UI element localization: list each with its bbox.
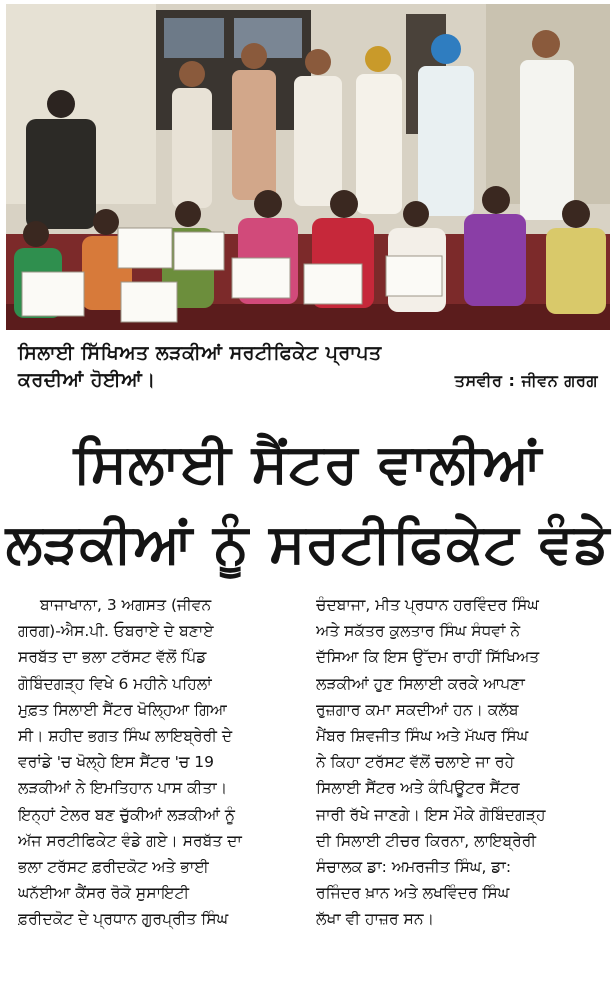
- article-text-line: ਸੰਚਾਲਕ ਡਾ: ਅਮਰਜੀਤ ਸਿੰਘ, ਡਾ:: [316, 858, 512, 877]
- article-text-line: ਦੀ ਸਿਲਾਈ ਟੀਚਰ ਕਿਰਨਾ, ਲਾਇਬ੍ਰੇਰੀ: [316, 831, 537, 850]
- article-text-line: ਗਰਗ)-ਐਸ.ਪੀ. ਓਬਰਾਏ ਦੇ ਬਣਾਏ: [18, 622, 214, 641]
- article-text-line: ਭਲਾ ਟਰੱਸਟ ਫ਼ਰੀਦਕੋਟ ਅਤੇ ਭਾਈ: [18, 858, 209, 877]
- article-text-line: ਰਜਿੰਦਰ ਖ਼ਾਨ ਅਤੇ ਲਖਵਿੰਦਰ ਸਿੰਘ: [316, 884, 510, 903]
- article-text-line: ਅਤੇ ਸਕੱਤਰ ਕੁਲਤਾਰ ਸਿੰਘ ਸੰਧਵਾਂ ਨੇ: [316, 622, 521, 641]
- photo-caption: [18, 340, 600, 394]
- article-column-left: [18, 592, 300, 933]
- article-text-line: ਸਰਬੱਤ ਦਾ ਭਲਾ ਟਰੱਸਟ ਵੱਲੋਂ ਪਿੰਡ: [18, 648, 207, 667]
- article-text-line: ਜਾਰੀ ਰੱਖੇ ਜਾਣਗੇ। ਇਸ ਮੌਕੇ ਗੋਬਿੰਦਗੜ੍ਹ: [316, 805, 546, 824]
- article-text-line: ਲੜਕੀਆਂ ਹੁਣ ਸਿਲਾਈ ਕਰਕੇ ਆਪਣਾ: [316, 674, 525, 693]
- headline-line-2: ਲੜਕੀਆਂ ਨੂੰ ਸਰਟੀਫਿਕੇਟ ਵੰਡੇ: [5, 512, 611, 575]
- article-text-line: ਫ਼ਰੀਦਕੋਟ ਦੇ ਪ੍ਰਧਾਨ ਗੁਰਪ੍ਰੀਤ ਸਿੰਘ: [18, 910, 229, 929]
- article-text-line: ਲੱਖਾ ਵੀ ਹਾਜ਼ਰ ਸਨ।: [316, 910, 435, 929]
- photo-credit: ਤਸਵੀਰ : ਜੀਵਨ ਗਰਗ: [454, 371, 598, 390]
- article-text-line: ਵਰਾਂਡੇ 'ਚ ਖੋਲ੍ਹੇ ਇਸ ਸੈਂਟਰ 'ਚ 19: [18, 753, 214, 772]
- article-text-line: ਘਨੱਈਆ ਕੈਂਸਰ ਰੋਕੋ ਸੁਸਾਇਟੀ: [18, 884, 190, 903]
- article-headline: [0, 424, 616, 584]
- group-photo: [6, 4, 610, 330]
- headline-line-1: ਸਿਲਾਈ ਸੈਂਟਰ ਵਾਲੀਆਂ: [73, 432, 543, 495]
- article-text-line: ਗੋਬਿੰਦਗੜ੍ਹ ਵਿਖੇ 6 ਮਹੀਨੇ ਪਹਿਲਾਂ: [18, 674, 212, 693]
- article-text-line: ਚੰਦਬਾਜਾ, ਮੀਤ ਪ੍ਰਧਾਨ ਹਰਵਿੰਦਰ ਸਿੰਘ: [316, 596, 539, 614]
- article-text-line: ਅੱਜ ਸਰਟੀਫਿਕੇਟ ਵੰਡੇ ਗਏ। ਸਰਬੱਤ ਦਾ: [18, 831, 242, 850]
- article-text-line: ਸਿਲਾਈ ਸੈਂਟਰ ਅਤੇ ਕੰਪਿਊਟਰ ਸੈਂਟਰ: [316, 779, 520, 798]
- article-text-line: ਮੁਫ਼ਤ ਸਿਲਾਈ ਸੈਂਟਰ ਖੋਲ੍ਹਿਆ ਗਿਆ: [18, 700, 227, 719]
- article-text-line: ਮੈਂਬਰ ਸ਼ਿਵਜੀਤ ਸਿੰਘ ਅਤੇ ਮੱਘਰ ਸਿੰਘ: [316, 727, 529, 746]
- article-column-right: [316, 592, 598, 933]
- article-text-line: ਦੱਸਿਆ ਕਿ ਇਸ ਉੱਦਮ ਰਾਹੀਂ ਸਿੱਖਿਅਤ: [316, 648, 540, 667]
- caption-line-2: ਕਰਦੀਆਂ ਹੋਈਆਂ।: [18, 369, 156, 391]
- article-text-line: ਇਨ੍ਹਾਂ ਟੇਲਰ ਬਣ ਚੁੱਕੀਆਂ ਲੜਕੀਆਂ ਨੂੰ: [18, 805, 235, 824]
- article-text-line: ਨੇ ਕਿਹਾ ਟਰੱਸਟ ਵੱਲੋਂ ਚਲਾਏ ਜਾ ਰਹੇ: [316, 753, 515, 772]
- article-text-line: ਲੜਕੀਆਂ ਨੇ ਇਮਤਿਹਾਨ ਪਾਸ ਕੀਤਾ।: [18, 779, 228, 798]
- article-text-line: ਸੀ। ਸ਼ਹੀਦ ਭਗਤ ਸਿੰਘ ਲਾਇਬ੍ਰੇਰੀ ਦੇ: [18, 727, 233, 746]
- article-text-line: ਰੁਜ਼ਗਾਰ ਕਮਾ ਸਕਦੀਆਂ ਹਨ। ਕਲੱਬ: [316, 700, 519, 719]
- article-text-line: ਬਾਜਾਖਾਨਾ, 3 ਅਗਸਤ (ਜੀਵਨ: [40, 596, 212, 614]
- caption-line-1: ਸਿਲਾਈ ਸਿੱਖਿਅਤ ਲੜਕੀਆਂ ਸਰਟੀਫਿਕੇਟ ਪ੍ਰਾਪਤ: [18, 342, 382, 364]
